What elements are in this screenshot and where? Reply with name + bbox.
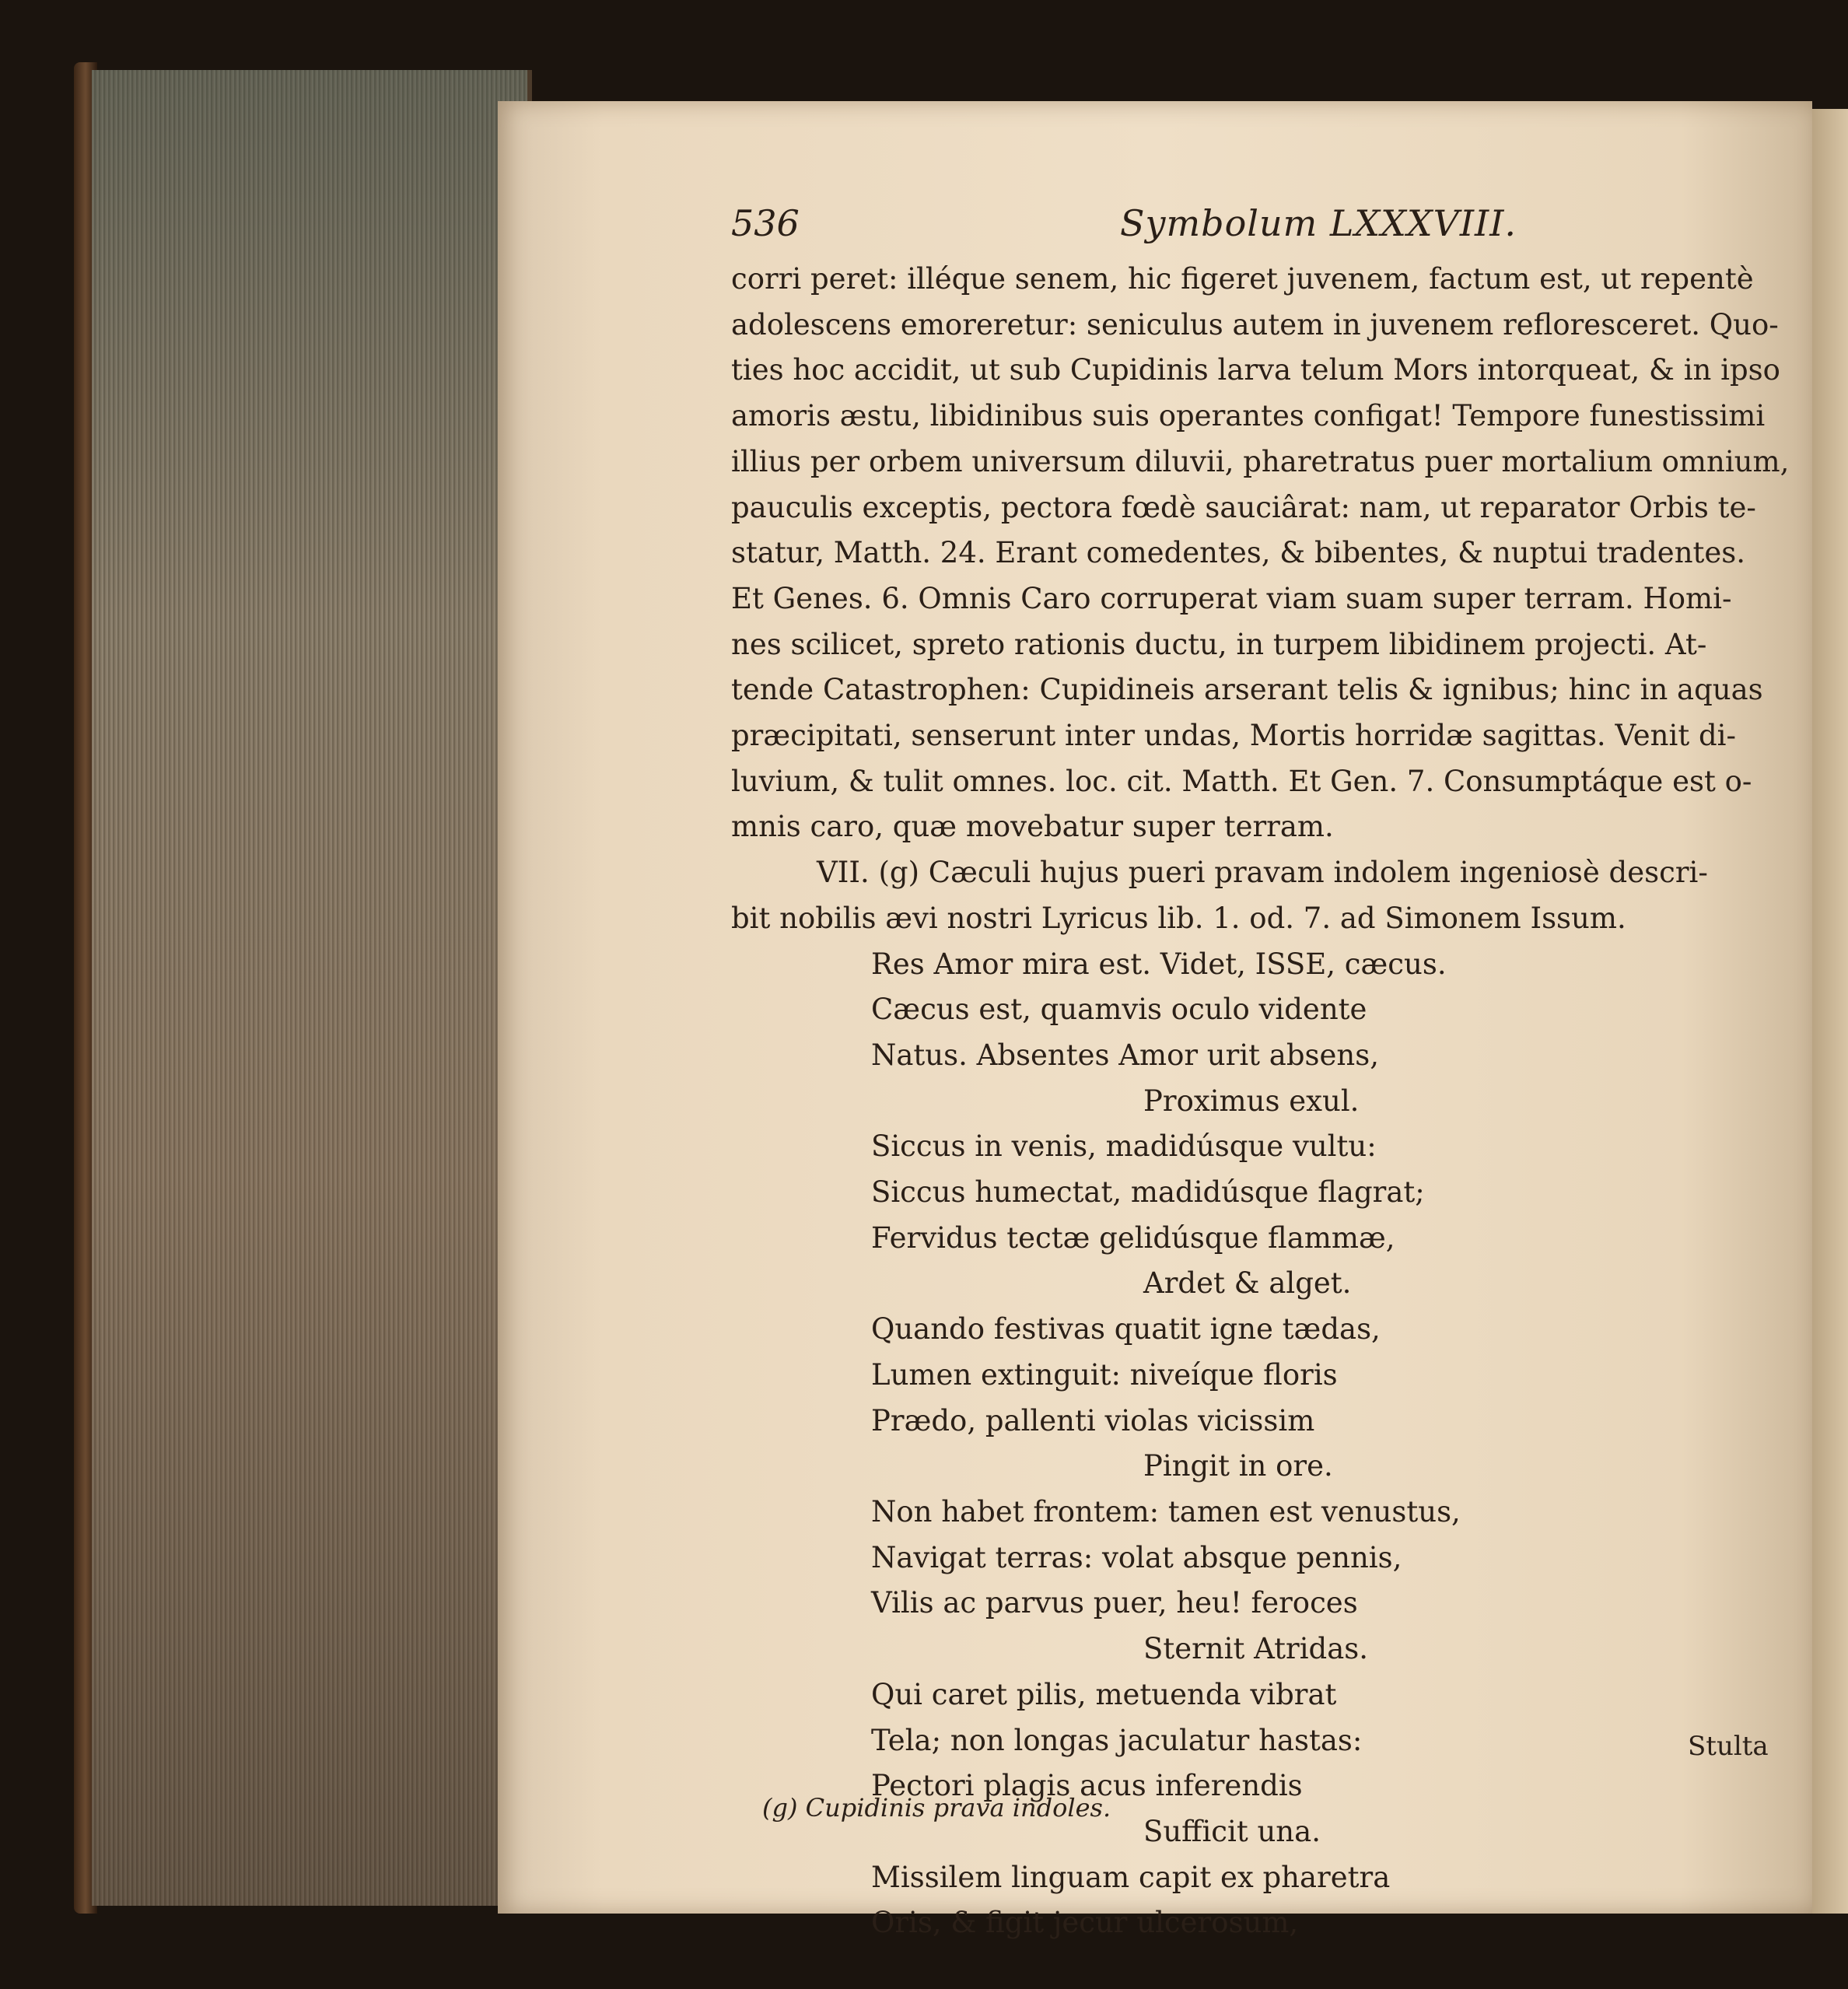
verse-line: Pectori plagis acus inferendis <box>871 1769 1303 1803</box>
verse-line: Non habet frontem: tamen est venustus, <box>871 1494 1461 1529</box>
verse-line: Pingit in ore. <box>1143 1449 1333 1483</box>
page-block-shading <box>92 70 527 1906</box>
prose-line: mnis caro, quæ movebatur super terram. <box>731 810 1334 844</box>
verse-line: Tela; non longas jaculatur hastas: <box>871 1723 1363 1757</box>
verse-line: Sternit Atridas. <box>1143 1632 1369 1666</box>
verse-line: Navigat terras: volat absque pennis, <box>871 1540 1402 1574</box>
verse-line: Res Amor mira est. Videt, ISSE, cæcus. <box>871 947 1447 981</box>
prose-line: Et Genes. 6. Omnis Caro corruperat viam suam super terram. Homi- <box>731 581 1732 615</box>
book-page <box>498 101 1812 1940</box>
running-title: Symbolum LXXXVIII. <box>1120 202 1517 244</box>
prose-line: pauculis exceptis, pectora fœdè sauciârat: nam, ut reparator Orbis te- <box>731 490 1756 524</box>
verse-line: Lumen extinguit: niveíque floris <box>871 1357 1338 1392</box>
prose-line: adolescens emoreretur: seniculus autem in juvenem reflorescеret. Quo- <box>731 307 1779 341</box>
prose-line: bit nobilis ævi nostri Lyricus lib. 1. od. 7. ad Simonem Issum. <box>731 901 1626 935</box>
prose-line: corri peret: illéque senem, hic figeret juvenem, factum est, ut repentè <box>731 262 1754 296</box>
verse-line: Siccus in venis, madidúsque vultu: <box>871 1129 1377 1164</box>
verse-line: Proximus exul. <box>1143 1084 1360 1118</box>
prose-line: tende Catastrophen: Cupidineis arserant telis & ignibus; hinc in aquas <box>731 673 1763 707</box>
prose-line: nes scilicet, spreto rationis ductu, in turpem libidinem projecti. At- <box>731 627 1707 661</box>
verse-line: Fervidus tectæ gelidúsque flammæ, <box>871 1220 1395 1255</box>
verse-line: Sufficit una. <box>1143 1814 1321 1848</box>
verse-line: Cæcus est, quamvis oculo vidente <box>871 993 1367 1027</box>
prose-line: ties hoc accidit, ut sub Cupidinis larva telum Mors intorqueat, & in ipso <box>731 353 1780 387</box>
verse-line: Natus. Absentes Amor urit absens, <box>871 1038 1379 1072</box>
verse-line: Prædo, pallenti violas vicissim <box>871 1403 1315 1437</box>
catchword: Stulta <box>1688 1731 1769 1762</box>
prose-line: præcipitati, senserunt inter undas, Mortis horridæ sagittas. Venit di- <box>731 719 1736 753</box>
prose-line: luvium, & tulit omnes. loc. cit. Matth. Et Gen. 7. Consumptáque est o- <box>731 764 1752 798</box>
facing-page-edge <box>1812 109 1848 1914</box>
verse-line: Quando festivas quatit igne tædas, <box>871 1312 1381 1346</box>
verse-line: Vilis ac parvus puer, heu! feroces <box>871 1586 1358 1620</box>
page-body <box>731 257 1790 1946</box>
prose-line: VII. (g) Cæculi hujus pueri pravam indolem ingeniosè descri- <box>817 856 1708 890</box>
verse-line: Oris, & figit jecur ulcerosum, <box>871 1906 1299 1940</box>
footnote: (g) Cupidinis prava indoles. <box>762 1793 1111 1823</box>
prose-line: amoris æstu, libidinibus suis operantes configat! Tempore funestissimi <box>731 399 1766 433</box>
verse-line: Qui caret pilis, metuenda vibrat <box>871 1677 1337 1711</box>
verse-line: Missilem linguam capit ex pharetra <box>871 1860 1391 1894</box>
verse-line: Ardet & alget. <box>1143 1266 1352 1301</box>
page-header <box>731 202 1766 257</box>
prose-line: statur, Matth. 24. Erant comedentes, & bibentes, & nuptui tradentes. <box>731 536 1746 570</box>
page-number: 536 <box>731 202 800 244</box>
verse-line: Siccus humectat, madidúsque flagrat; <box>871 1175 1425 1210</box>
prose-block <box>731 257 1790 942</box>
prose-line: illius per orbem universum diluvii, pharetratus puer mortalium omnium, <box>731 444 1790 478</box>
